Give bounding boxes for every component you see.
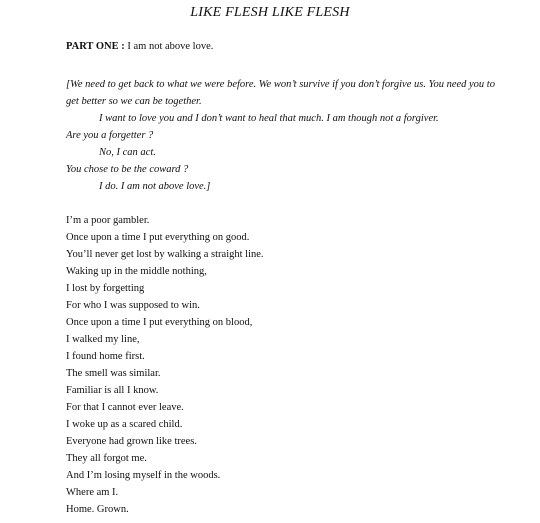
poem-line: I lost by forgetting bbox=[66, 283, 145, 294]
poem-line: You’ll never get lost by walking a straight line. bbox=[66, 249, 264, 260]
poem-line: Familiar is all I know. bbox=[66, 385, 159, 396]
dialogue-line: get better so we can be together. bbox=[66, 96, 202, 107]
poem-line: Everyone had grown like trees. bbox=[66, 436, 197, 447]
poem-line: Where am I. bbox=[66, 487, 119, 498]
part-heading: PART ONE : bbox=[66, 41, 125, 52]
dialogue-line: [We need to get back to what we were before. We won’t survive if you don’t forgive us. You need you to bbox=[66, 79, 495, 90]
poem-line: Home. Grown. bbox=[66, 504, 129, 515]
poem-line: They all forgot me. bbox=[66, 453, 147, 464]
poem-line: Once upon a time I put everything on blood, bbox=[66, 317, 253, 328]
poem-line: Once upon a time I put everything on good. bbox=[66, 232, 250, 243]
poem-title: LIKE FLESH LIKE FLESH bbox=[190, 5, 350, 20]
poem-line: I found home first. bbox=[66, 351, 145, 362]
dialogue-line: I want to love you and I don’t want to heal that much. I am though not a forgiver. bbox=[99, 113, 439, 124]
dialogue-line: Are you a forgetter ? bbox=[66, 130, 154, 141]
poem-line: For that I cannot ever leave. bbox=[66, 402, 184, 413]
poem-line: I’m a poor gambler. bbox=[66, 215, 150, 226]
dialogue-line: No, I can act. bbox=[99, 147, 156, 158]
poem-line: Waking up in the middle nothing, bbox=[66, 266, 207, 277]
poem-line: And I’m losing myself in the woods. bbox=[66, 470, 221, 481]
dialogue-line: I do. I am not above love.] bbox=[99, 181, 211, 192]
part-heading-line bbox=[66, 40, 213, 54]
poem-line: For who I was supposed to win. bbox=[66, 300, 200, 311]
poem-line: The smell was similar. bbox=[66, 368, 161, 379]
poem-line: I walked my line, bbox=[66, 334, 140, 345]
part-subtitle: I am not above love. bbox=[127, 41, 214, 52]
dialogue-line: You chose to be the coward ? bbox=[66, 164, 189, 175]
poem-line: I woke up as a scared child. bbox=[66, 419, 183, 430]
